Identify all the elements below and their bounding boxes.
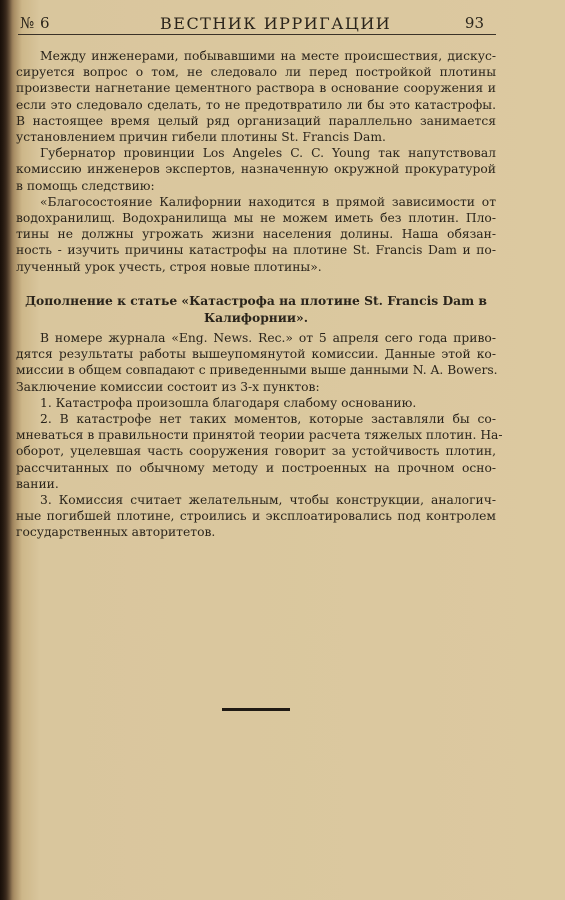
section-heading xyxy=(16,292,496,326)
list-item-3 xyxy=(16,492,496,541)
page-number: 93 xyxy=(464,14,484,32)
heading-line: Дополнение к статье «Катастрофа на плотине St. Francis Dam в xyxy=(25,293,487,308)
text-line: «Благосостояние Калифорнии находится в прямой зависимости от xyxy=(40,194,496,209)
binding-gutter xyxy=(0,0,12,900)
text-line: 3. Комиссия считает желательным, чтобы конструкции, аналогич- xyxy=(40,493,496,508)
text-line: оборот, уцелевшая часть сооружения говорит за устойчивость плотин, xyxy=(16,444,496,459)
issue-number: № 6 xyxy=(20,14,51,32)
text-line: государственных авторитетов. xyxy=(16,525,216,540)
text-line: Между инженерами, побывавшими на месте происшествия, дискус- xyxy=(40,49,496,63)
text-line: В номере журнала «Eng. News. Rec.» от 5 апреля сего года приво- xyxy=(40,331,496,345)
text-line: ные погибшей плотине, строились и эксплоатировались под контролем xyxy=(16,509,496,524)
paragraph-journal xyxy=(16,330,496,395)
text-line: если это следовало сделать, то не предотвратило ли бы это катастрофы. xyxy=(16,97,496,112)
paragraph-governor xyxy=(16,145,496,194)
text-line: ность - изучить причины катастрофы на плотине St. Francis Dam и по- xyxy=(16,243,496,258)
section-end-rule xyxy=(222,708,290,711)
list-item-2 xyxy=(16,411,503,492)
heading-line: Калифорнии». xyxy=(203,310,309,325)
text-line: 2. В катастрофе нет таких моментов, которые заставляли бы со- xyxy=(40,412,496,427)
journal-title: ВЕСТНИК ИРРИГАЦИИ xyxy=(160,14,392,33)
text-line: миссии в общем совпадают с приведенными выше данными N. A. Bowers. xyxy=(16,363,498,378)
text-line: рассчитанных по обычному методу и построенных на прочном осно- xyxy=(16,460,496,475)
text-line: В настоящее время целый ряд организаций параллельно занимается xyxy=(16,113,496,128)
text-line: Губернатор провинции Los Angeles C. C. Young так напутствовал xyxy=(40,146,496,161)
text-line: Заключение комиссии состоит из 3-х пунктов: xyxy=(16,379,320,394)
list-item-1 xyxy=(16,395,496,411)
article-text-top xyxy=(16,48,496,275)
text-line: дятся результаты работы вышеупомянутой комиссии. Данные этой ко- xyxy=(16,347,496,362)
text-line: тины не должны угрожать жизни населения долины. Наша обязан- xyxy=(16,227,496,242)
text-line: произвести нагнетание цементного раствора в основание сооружения и xyxy=(16,81,496,96)
article-text-bottom xyxy=(16,330,503,541)
text-line: вании. xyxy=(16,476,59,491)
running-header xyxy=(18,14,496,35)
text-line: 1. Катастрофа произошла благодаря слабому основанию. xyxy=(40,395,417,410)
text-line: сируется вопрос о том, не следовало ли перед постройкой плотины xyxy=(16,65,496,80)
text-line: водохранилищ. Водохранилища мы не можем иметь без плотин. Пло- xyxy=(16,211,496,226)
paragraph-engineers xyxy=(16,48,496,145)
paragraph-quote xyxy=(16,194,496,275)
text-line: комиссию инженеров экспертов, назначенную окружной прокуратурой xyxy=(16,162,496,177)
text-line: мневаться в правильности принятой теории расчета тяжелых плотин. На- xyxy=(16,428,503,443)
text-line: в помощь следствию: xyxy=(16,178,155,193)
text-line: лученный урок учесть, строя новые плотины». xyxy=(16,259,322,274)
text-line: установлением причин гибели плотины St. Francis Dam. xyxy=(16,130,386,145)
